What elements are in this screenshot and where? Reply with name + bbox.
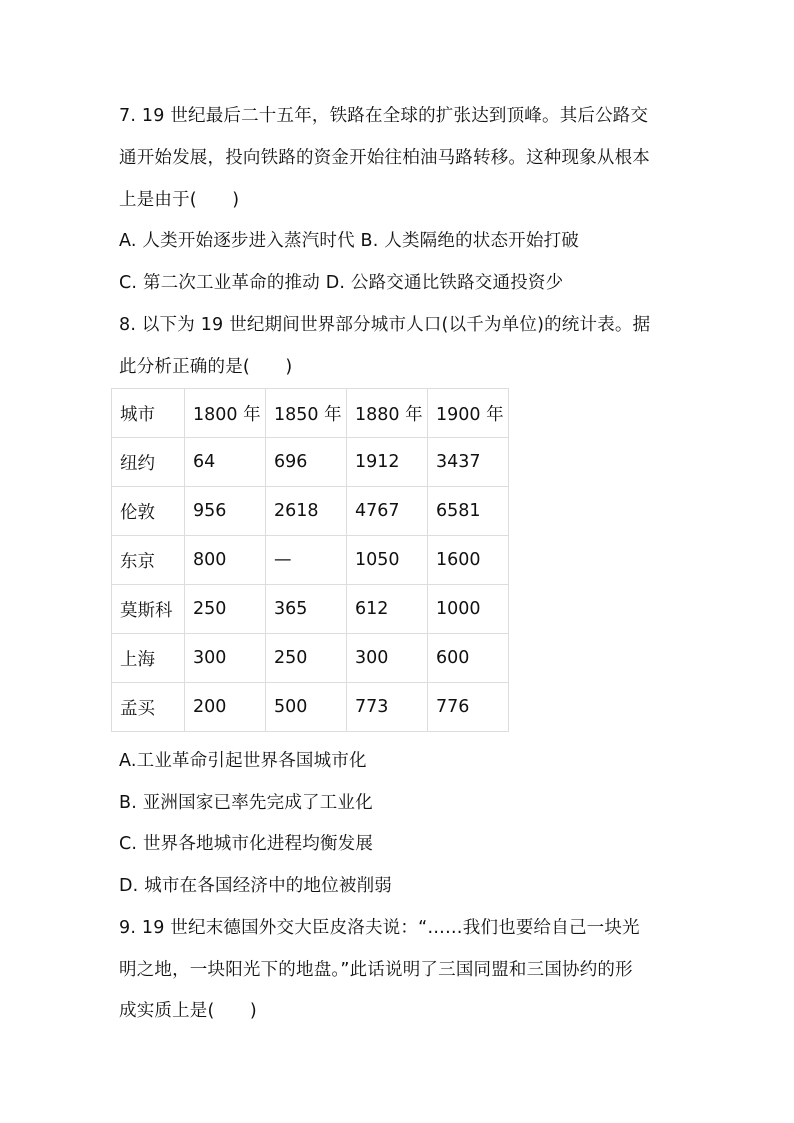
table-cell: 上海	[112, 634, 185, 683]
table-header-cell: 城市	[112, 389, 185, 438]
question-7-line-1: 7. 19 世纪最后二十五年，铁路在全球的扩张达到顶峰。其后公路交	[119, 106, 649, 126]
table-cell: 300	[347, 634, 428, 683]
table-header-cell: 1850 年	[266, 389, 347, 438]
table-cell: —	[266, 536, 347, 585]
table-row	[112, 634, 509, 683]
question-9-line-1: 9. 19 世纪末德国外交大臣皮洛夫说：“……我们也要给自己一块光	[119, 918, 640, 938]
table-cell: 东京	[112, 536, 185, 585]
question-7-line-2: 通开始发展，投向铁路的资金开始往柏油马路转移。这种现象从根本	[119, 148, 650, 168]
table-header-row	[112, 389, 509, 438]
table-cell: 200	[185, 683, 266, 732]
table-cell: 500	[266, 683, 347, 732]
table-cell: 纽约	[112, 438, 185, 487]
table-cell: 250	[185, 585, 266, 634]
table-row	[112, 536, 509, 585]
table-cell: 4767	[347, 487, 428, 536]
city-population-table	[111, 388, 509, 732]
question-8-option-a: A.工业革命引起世界各国城市化	[119, 751, 367, 771]
question-8-option-c: C. 世界各地城市化进程均衡发展	[119, 834, 374, 854]
table-row	[112, 487, 509, 536]
table-header-cell: 1900 年	[428, 389, 509, 438]
table-cell: 696	[266, 438, 347, 487]
table-cell: 776	[428, 683, 509, 732]
question-9-line-2: 明之地，一块阳光下的地盘。”此话说明了三国同盟和三国协约的形	[119, 960, 633, 980]
table-cell: 1000	[428, 585, 509, 634]
table-cell: 伦敦	[112, 487, 185, 536]
table-cell: 773	[347, 683, 428, 732]
table-cell: 250	[266, 634, 347, 683]
table-cell: 1050	[347, 536, 428, 585]
question-9-line-3: 成实质上是( )	[119, 1001, 257, 1021]
table-cell: 孟买	[112, 683, 185, 732]
table-cell: 3437	[428, 438, 509, 487]
question-8-option-d: D. 城市在各国经济中的地位被削弱	[119, 876, 392, 896]
table-cell: 300	[185, 634, 266, 683]
table-header-cell: 1800 年	[185, 389, 266, 438]
table-cell: 1912	[347, 438, 428, 487]
table-cell: 莫斯科	[112, 585, 185, 634]
table-cell: 64	[185, 438, 266, 487]
table-cell: 600	[428, 634, 509, 683]
question-8-option-b: B. 亚洲国家已率先完成了工业化	[119, 793, 373, 813]
table-cell: 612	[347, 585, 428, 634]
table-row	[112, 683, 509, 732]
question-8-line-2: 此分析正确的是( )	[119, 357, 293, 377]
table-cell: 6581	[428, 487, 509, 536]
question-7-line-3: 上是由于( )	[119, 190, 240, 210]
question-7-options-a-b: A. 人类开始逐步进入蒸汽时代 B. 人类隔绝的状态开始打破	[119, 231, 579, 251]
table-row	[112, 585, 509, 634]
table-cell: 956	[185, 487, 266, 536]
table-header-cell: 1880 年	[347, 389, 428, 438]
table-row	[112, 438, 509, 487]
table-cell: 1600	[428, 536, 509, 585]
table-cell: 2618	[266, 487, 347, 536]
question-8-line-1: 8. 以下为 19 世纪期间世界部分城市人口(以千为单位)的统计表。据	[119, 315, 651, 335]
table-cell: 800	[185, 536, 266, 585]
question-7-options-c-d: C. 第二次工业革命的推动 D. 公路交通比铁路交通投资少	[119, 273, 564, 293]
table-cell: 365	[266, 585, 347, 634]
